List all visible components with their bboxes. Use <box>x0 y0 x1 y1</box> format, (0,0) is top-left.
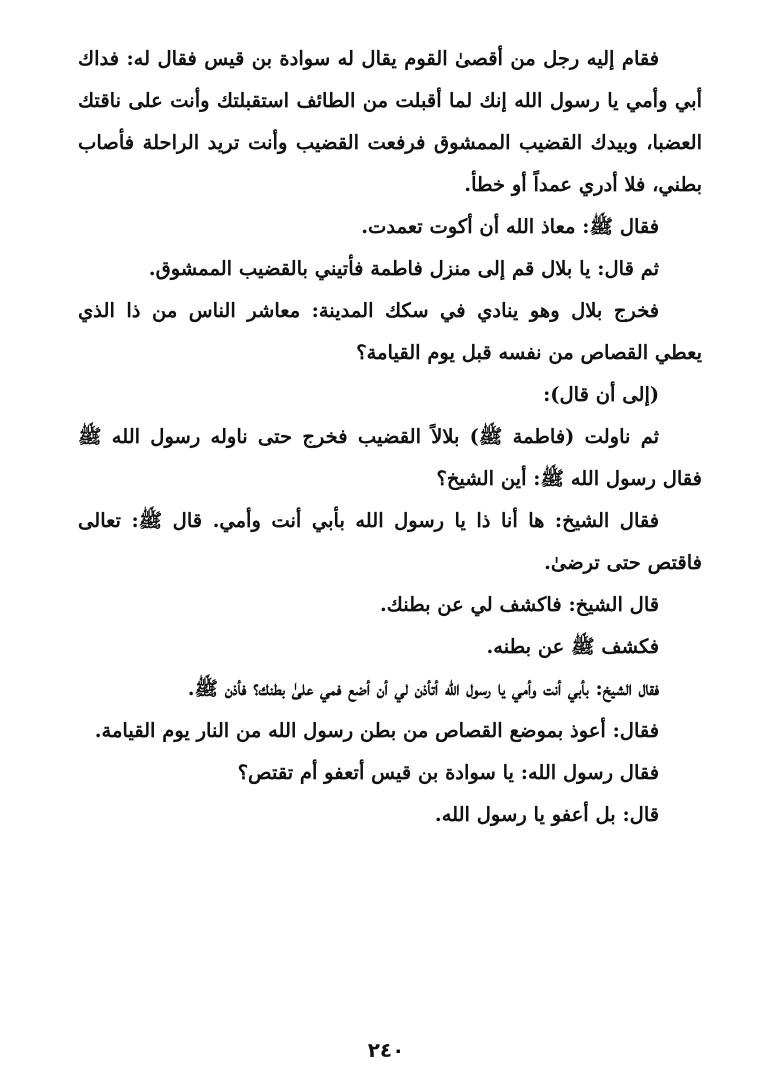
paragraph-8: قال الشيخ: فاكشف لي عن بطنك. <box>379 593 660 616</box>
paragraph-1: فقام إليه رجل من أقصىٰ القوم يقال له سوادة بن قيس فقال له: فداك أبي وأمي يا رسول الله إنك لما أقبلت من الطائف استقبلتك وأنت على ناقتك العضبا، وبيدك القضيب الممشوق فرفعت القضيب وأنت تريد الراحلة فأصاب بطني، فلا أدري عمداً أو خطأ. <box>78 47 702 196</box>
paragraph-5: (إلى أن قال): <box>543 383 660 406</box>
page-number: ٢٤٠ <box>367 1038 405 1062</box>
paragraph-9: فكشف ﷺ عن بطنه. <box>486 635 660 658</box>
paragraph-4: فخرج بلال وهو ينادي في سكك المدينة: معاشر الناس من ذا الذي يعطي القصاص من نفسه قبل يوم القيامة؟ <box>78 299 702 364</box>
paragraph-13: قال: بل أعفو يا رسول الله. <box>434 803 660 826</box>
paragraph-2: فقال ﷺ: معاذ الله أن أكوت تعمدت. <box>361 215 660 238</box>
body-text <box>78 38 702 836</box>
paragraph-12: فقال رسول الله: يا سوادة بن قيس أتعفو أم تقتص؟ <box>237 761 660 784</box>
paragraph-7: فقال الشيخ: ها أنا ذا يا رسول الله بأبي أنت وأمي. قال ﷺ: تعالى فاقتص حتى ترضىٰ. <box>78 509 702 574</box>
paragraph-11: فقال: أعوذ بموضع القصاص من بطن رسول الله من النار يوم القيامة. <box>94 719 660 742</box>
paragraph-10: فقال الشيخ: بأبي أنت وأمي يا رسول الله أتأذن لي أن أضع فمي علىٰ بطنك؟ فأذن ﷺ. <box>187 677 660 700</box>
paragraph-3: ثم قال: يا بلال قم إلى منزل فاطمة فأتيني بالقضيب الممشوق. <box>148 257 660 280</box>
paragraph-6: ثم ناولت (فاطمة ﷺ) بلالاً القضيب فخرج حتى ناوله رسول الله ﷺ فقال رسول الله ﷺ: أين الشيخ؟ <box>78 425 702 490</box>
